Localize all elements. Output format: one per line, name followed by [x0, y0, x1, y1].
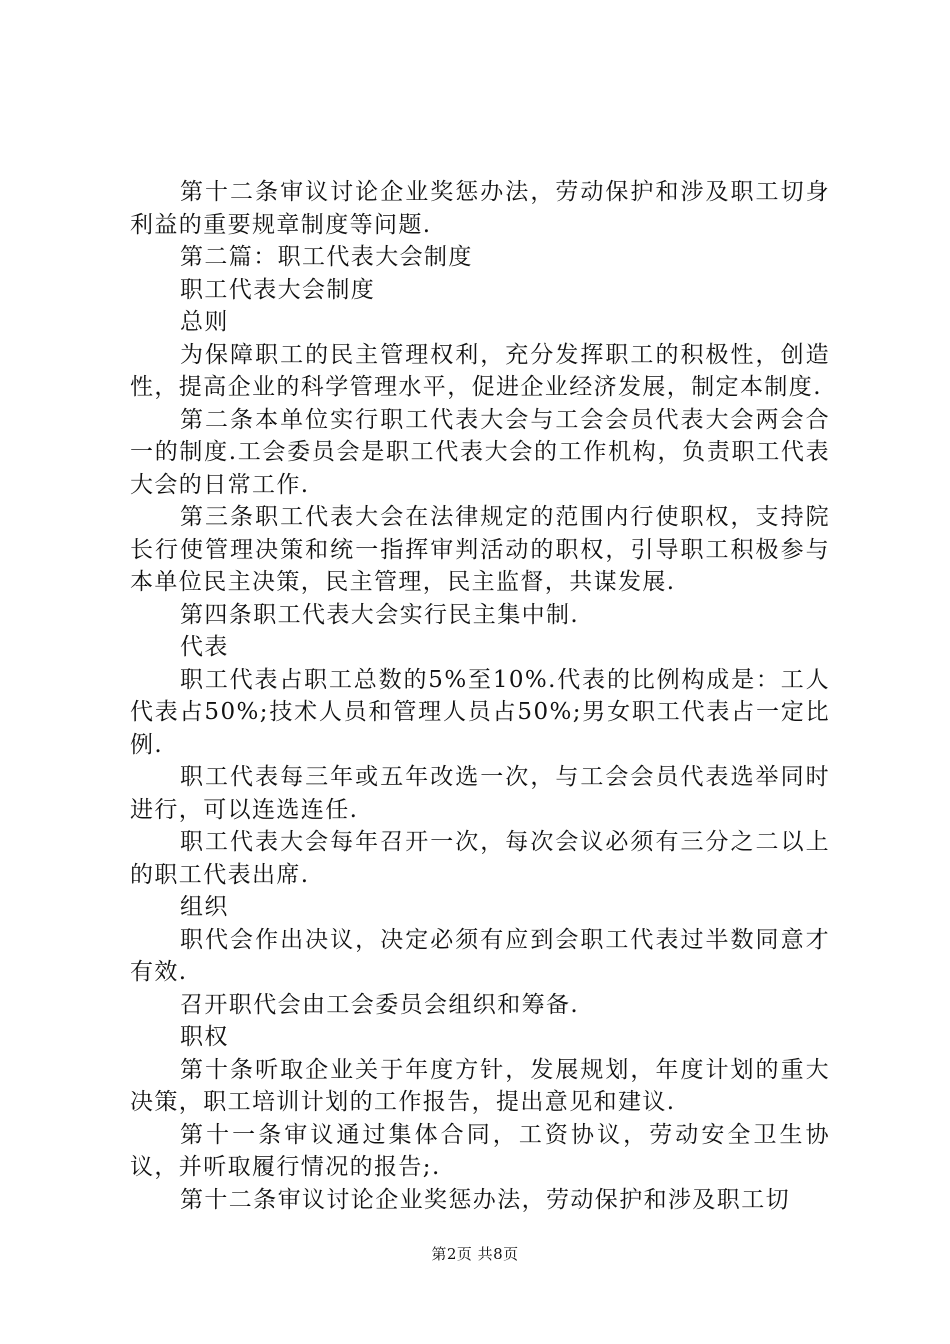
paragraph: 为保障职工的民主管理权利，充分发挥职工的积极性，创造性，提高企业的科学管理水平，促进企业经济发展，制定本制度. — [130, 341, 830, 400]
paragraph: 职工代表大会制度 — [180, 276, 376, 303]
paragraph: 第十二条审议讨论企业奖惩办法，劳动保护和涉及职工切身利益的重要规章制度等问题. — [130, 179, 830, 238]
section-heading: 总则 — [180, 309, 229, 335]
document-body — [130, 176, 830, 1216]
paragraph: 职工代表占职工总数的5%至10%.代表的比例构成是：工人代表占50%;技术人员和管理人员占50%;男女职工代表占一定比例. — [130, 666, 830, 758]
paragraph: 职工代表大会每年召开一次，每次会议必须有三分之二以上的职工代表出席. — [130, 829, 830, 888]
section-heading: 组织 — [180, 894, 229, 920]
paragraph: 第三条职工代表大会在法律规定的范围内行使职权，支持院长行使管理决策和统一指挥审判活动的职权，引导职工积极参与本单位民主决策，民主管理，民主监督，共谋发展. — [130, 504, 830, 595]
section-heading: 职权 — [180, 1024, 229, 1050]
paragraph: 职代会作出决议，决定必须有应到会职工代表过半数同意才有效. — [130, 926, 830, 985]
paragraph: 召开职代会由工会委员会组织和筹备. — [180, 991, 580, 1018]
paragraph: 第十二条审议讨论企业奖惩办法，劳动保护和涉及职工切 — [180, 1186, 790, 1213]
paragraph: 第十一条审议通过集体合同，工资协议，劳动安全卫生协议，并听取履行情况的报告;. — [130, 1121, 830, 1180]
paragraph: 第四条职工代表大会实行民主集中制. — [180, 601, 580, 628]
paragraph: 职工代表每三年或五年改选一次，与工会会员代表选举同时进行，可以连选连任. — [130, 764, 830, 823]
paragraph: 第二条本单位实行职工代表大会与工会会员代表大会两会合一的制度.工会委员会是职工代表大会的工作机构，负责职工代表大会的日常工作. — [130, 406, 830, 498]
page-number-footer: 第2页 共8页 — [431, 1245, 519, 1263]
paragraph: 第十条听取企业关于年度方针，发展规划，年度计划的重大决策，职工培训计划的工作报告，提出意见和建议. — [130, 1056, 830, 1115]
section-heading: 代表 — [180, 634, 229, 660]
paragraph: 第二篇：职工代表大会制度 — [180, 244, 473, 270]
